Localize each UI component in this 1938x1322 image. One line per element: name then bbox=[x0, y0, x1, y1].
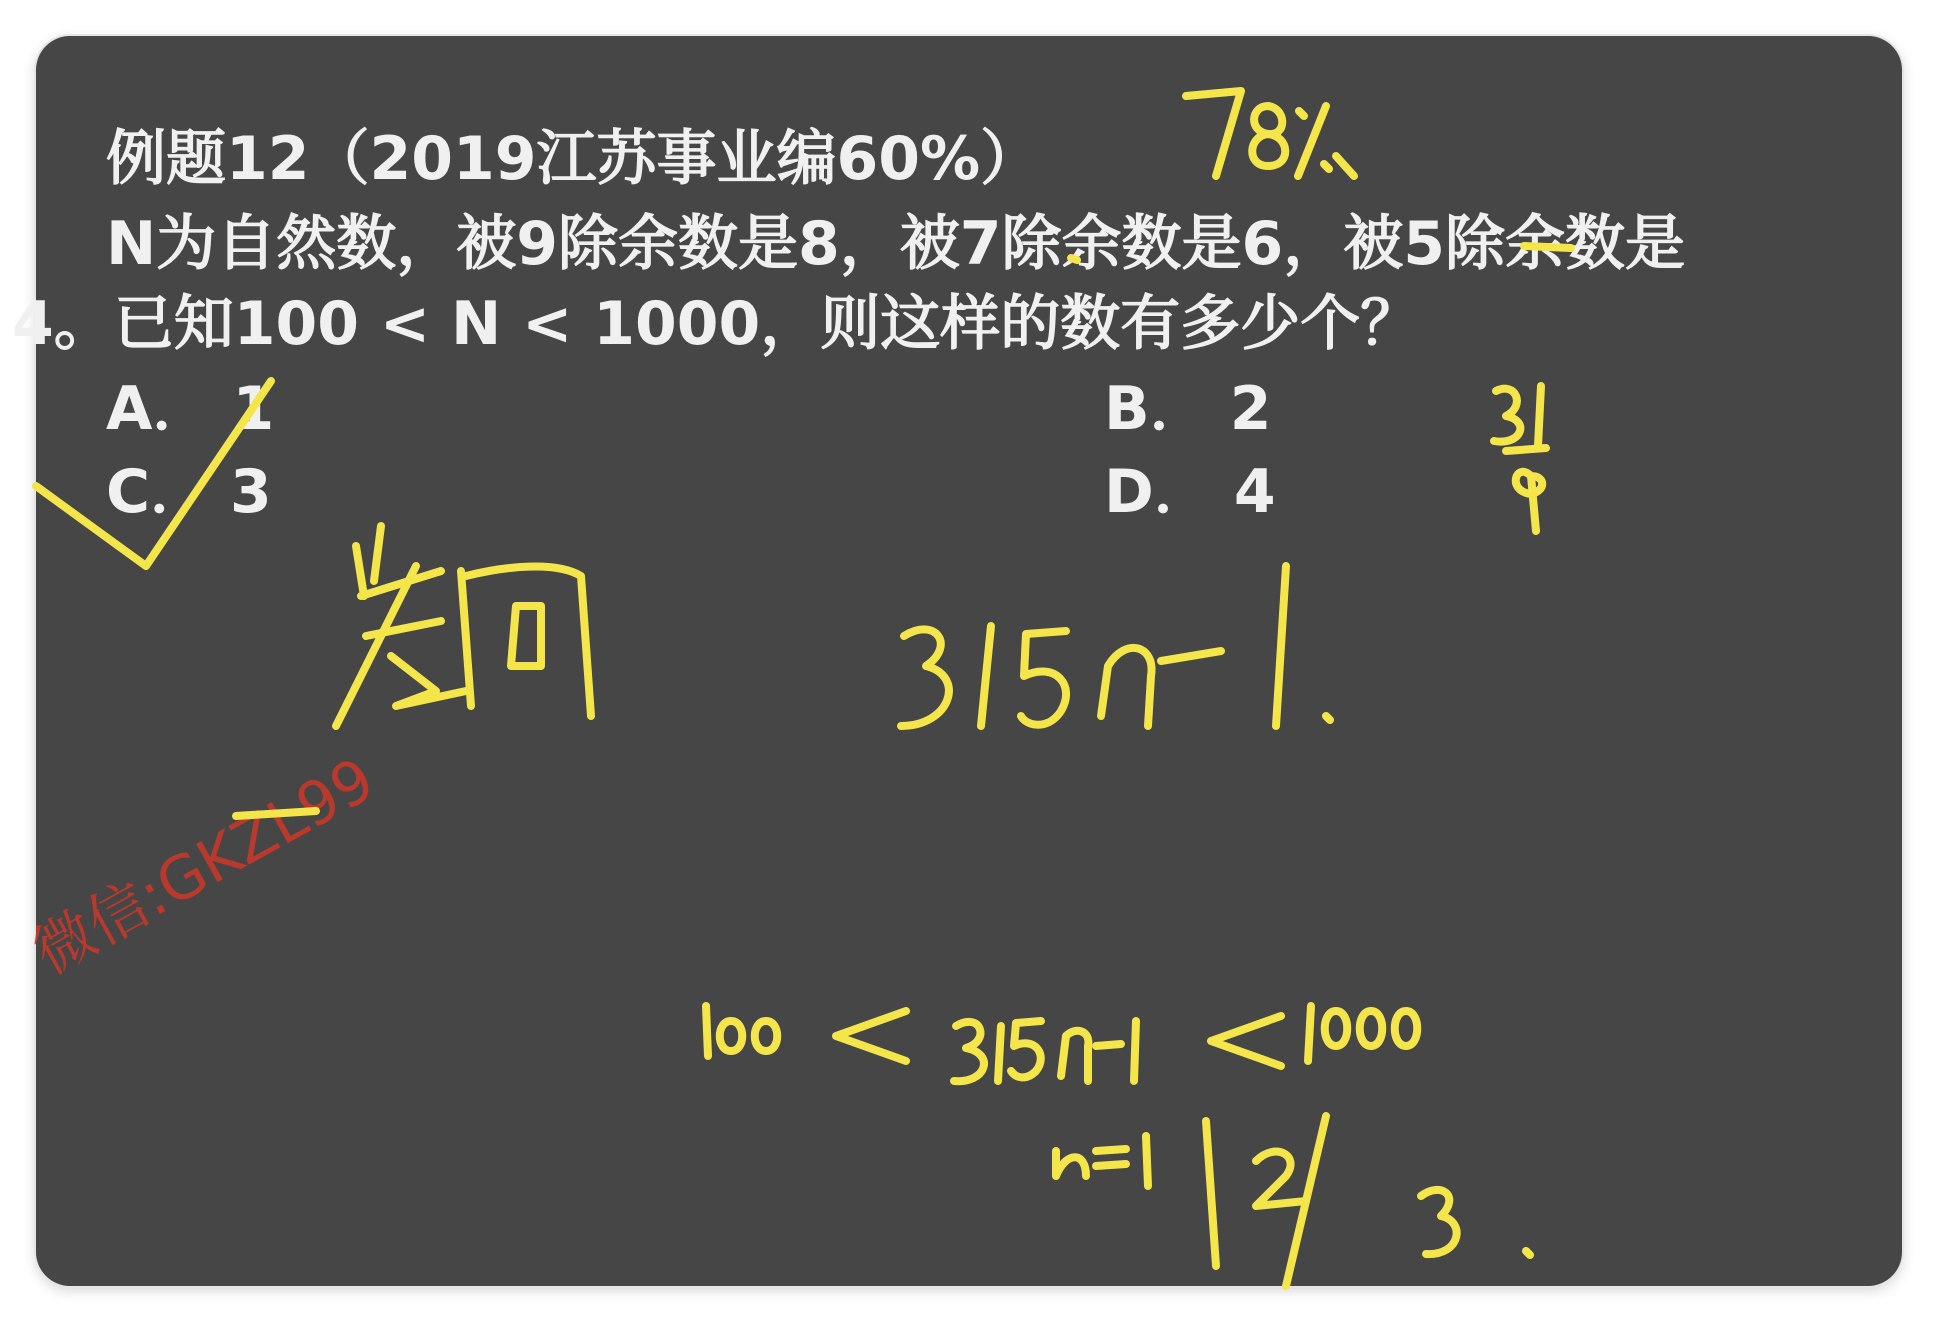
handwritten-fraction bbox=[1494, 386, 1546, 531]
handwritten-solution bbox=[1056, 1116, 1530, 1286]
option-b bbox=[1104, 361, 1271, 447]
handwritten-inequality bbox=[706, 1006, 1417, 1081]
question-line-2 bbox=[12, 276, 1421, 362]
handwritten-percent-note bbox=[1186, 91, 1354, 176]
option-b-value: 2 bbox=[1229, 374, 1272, 444]
slide-frame bbox=[12, 36, 1902, 1286]
option-c-value: 3 bbox=[230, 457, 272, 527]
option-d-letter: D． bbox=[1104, 457, 1214, 527]
option-c-letter: C． bbox=[106, 457, 211, 527]
option-d bbox=[1104, 444, 1276, 530]
option-a-letter: A． bbox=[106, 374, 213, 444]
watermark-text: 微信:GKZL99 bbox=[22, 744, 386, 989]
option-d-value: 4 bbox=[1233, 457, 1276, 527]
option-c bbox=[106, 444, 272, 530]
option-a bbox=[106, 361, 274, 447]
handwritten-chadong bbox=[336, 526, 591, 726]
question-line-1: N为自然数，被9除余数是8，被7除余数是6，被5除余数是 bbox=[106, 209, 1685, 279]
option-a-value: 1 bbox=[232, 374, 275, 444]
option-b-letter: B． bbox=[1104, 374, 1210, 444]
question-line-2-lead: 4 bbox=[12, 289, 54, 359]
handwritten-formula-1 bbox=[901, 566, 1330, 726]
question-line-2-text: 。已知100 < N < 1000，则这样的数有多少个？ bbox=[53, 289, 1421, 359]
question-title: 例题12（2019江苏事业编60%） bbox=[106, 124, 1041, 194]
